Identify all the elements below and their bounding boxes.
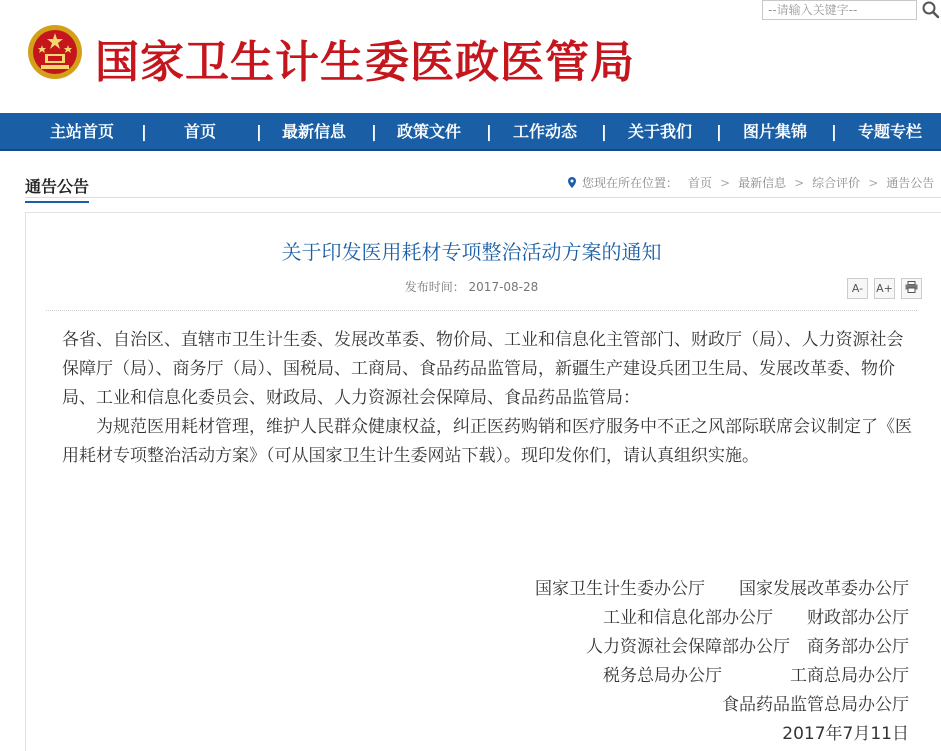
breadcrumb-item-notices[interactable]: 通告公告 <box>886 176 935 190</box>
article-body <box>62 326 917 471</box>
breadcrumb <box>568 174 934 191</box>
breadcrumb-separator: > <box>720 176 731 190</box>
nav-item-gallery[interactable]: 图片集锦 <box>743 122 808 141</box>
font-larger-button[interactable]: A+ <box>874 278 895 299</box>
section-title: 通告公告 <box>25 174 89 203</box>
signers-block <box>26 575 909 749</box>
site-title: 国家卫生计生委医政医管局 <box>95 37 635 88</box>
nav-separator: | <box>831 122 837 141</box>
nav-separator: | <box>371 122 377 141</box>
breadcrumb-item-home[interactable]: 首页 <box>688 176 713 190</box>
signer-line: 工业和信息化部办公厅 财政部办公厅 <box>603 608 909 628</box>
breadcrumb-separator: > <box>868 176 879 190</box>
signer-line: 人力资源社会保障部办公厅 商务部办公厅 <box>586 637 909 657</box>
article-container <box>25 212 941 751</box>
main-nav <box>0 113 941 151</box>
main-paragraph: 为规范医用耗材管理，维护人民群众健康权益，纠正医药购销和医疗服务中不正之风部际联席会议制定了《医用耗材专项整治活动方案》（可从国家卫生计生委网站下载）。现印发你们，请认真组织实施。 <box>62 417 912 466</box>
section-divider <box>25 197 941 198</box>
nav-item-main-home[interactable]: 主站首页 <box>50 122 115 141</box>
location-pin-icon <box>568 177 576 188</box>
addressee-paragraph: 各省、自治区、直辖市卫生计生委、发展改革委、物价局、工业和信息化主管部门、财政厅（局）、人力资源社会保障厅（局）、商务厅（局）、国税局、工商局、食品药品监管局，新疆生产建设兵团卫生局、发展改革委、物价局、工业和信息化委员会、财政局、人力资源社会保障局、食品药品监管局： <box>62 330 904 408</box>
breadcrumb-item-latest[interactable]: 最新信息 <box>738 176 787 190</box>
print-button[interactable] <box>901 278 922 299</box>
font-smaller-button[interactable]: A- <box>847 278 868 299</box>
signing-date: 2017年7月11日 <box>782 724 909 744</box>
article-tools <box>847 277 928 299</box>
search-icon[interactable] <box>921 0 941 20</box>
search-input[interactable]: --请输入关键字-- <box>762 0 917 20</box>
signer-line: 税务总局办公厅 工商总局办公厅 <box>603 666 909 686</box>
nav-separator: | <box>256 122 262 141</box>
signer-line: 国家卫生计生委办公厅 国家发展改革委办公厅 <box>535 579 909 599</box>
nav-item-work-news[interactable]: 工作动态 <box>513 122 578 141</box>
nav-separator: | <box>716 122 722 141</box>
nav-separator: | <box>486 122 492 141</box>
title-divider <box>46 310 917 311</box>
publish-time: 发布时间： 2017-08-28 <box>404 280 539 294</box>
national-emblem-icon <box>26 23 84 81</box>
nav-separator: | <box>601 122 607 141</box>
print-icon <box>905 281 918 293</box>
breadcrumb-item-evaluation[interactable]: 综合评价 <box>812 176 861 190</box>
nav-item-latest-info[interactable]: 最新信息 <box>282 122 347 141</box>
article-title: 关于印发医用耗材专项整治活动方案的通知 <box>281 240 662 264</box>
nav-item-policy[interactable]: 政策文件 <box>397 122 462 141</box>
nav-separator: | <box>141 122 147 141</box>
nav-item-about[interactable]: 关于我们 <box>628 122 693 141</box>
nav-item-special[interactable]: 专题专栏 <box>858 122 923 141</box>
breadcrumb-separator: > <box>794 176 805 190</box>
signer-line: 食品药品监管总局办公厅 <box>722 695 909 715</box>
breadcrumb-prefix: 您现在所在位置： <box>582 176 679 190</box>
site-header <box>0 0 941 113</box>
nav-item-home[interactable]: 首页 <box>184 122 217 141</box>
